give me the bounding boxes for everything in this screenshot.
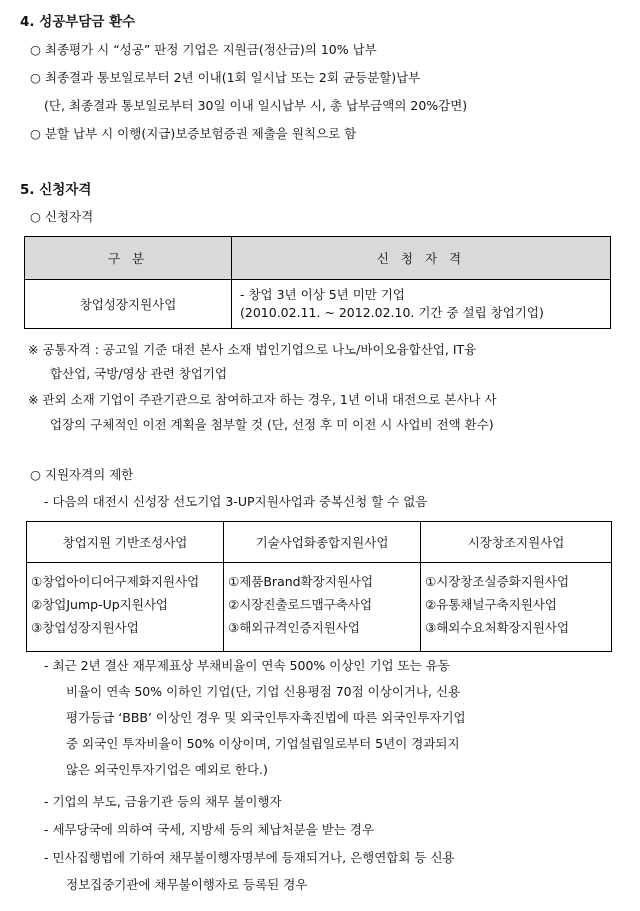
criteria-line-1: - 창업 3년 이상 5년 미만 기업 xyxy=(240,287,406,302)
program-item: ①시장창조실증화지원사업 xyxy=(425,574,570,589)
restriction-debt-line-5: 않은 외국인투자기업은 예외로 한다.) xyxy=(66,762,268,777)
table-cell-program: 창업성장지원사업 xyxy=(25,280,232,329)
criteria-line-2: (2010.02.11. ~ 2012.02.10. 기간 중 설립 창업기업) xyxy=(240,305,544,320)
note-outside-line-1: ※ 관외 소재 기업이 주관기관으로 참여하고자 하는 경우, 1년 이내 대전으로 본사나 사 xyxy=(28,392,497,407)
table-header-eligibility: 신 청 자 격 xyxy=(232,237,611,280)
table-header-col-3: 시장창조지원사업 xyxy=(421,522,612,563)
program-item: ①창업아이디어구제화지원사업 xyxy=(31,574,200,589)
note-common-line-1: ※ 공통자격 : 공고일 기준 대전 본사 소재 법인기업으로 나노/바이오융합산업, IT융 xyxy=(28,342,477,357)
table-header-row xyxy=(27,522,612,563)
restriction-title: ○ 지원자격의 제한 xyxy=(30,467,134,482)
section5-subtitle: ○ 신청자격 xyxy=(30,209,94,224)
restriction-intro: - 다음의 대전시 신성장 선도기업 3-UP지원사업과 중복신청 할 수 없음 xyxy=(44,494,428,509)
section4-title: 4. 성공부담금 환수 xyxy=(20,14,136,30)
restriction-debt-line-1: - 최근 2년 결산 재무제표상 부채비율이 연속 500% 이상인 기업 또는 유동 xyxy=(44,658,450,673)
program-item: ②창업Jump-Up지원사업 xyxy=(31,597,168,612)
restriction-debt-line-3: 평가등급 ‘BBB’ 이상인 경우 및 외국인투자촉진법에 따른 외국인투자기업 xyxy=(66,710,466,725)
section5-title: 5. 신청자격 xyxy=(20,182,92,198)
program-item: ①제품Brand확장지원사업 xyxy=(228,574,374,589)
restriction-registry-line-2: 정보집중기관에 채무불이행자로 등록된 경우 xyxy=(66,877,308,892)
section4-bullet-2: ○ 최종결과 통보일로부터 2년 이내(1회 일시납 또는 2회 균등분할)납부 xyxy=(30,70,421,85)
program-item: ②시장진출로드맵구축사업 xyxy=(228,597,373,612)
program-item: ③창업성장지원사업 xyxy=(31,620,139,635)
restriction-default: - 기업의 부도, 금융기관 등의 채무 불이행자 xyxy=(44,794,282,809)
table-header-col-1: 창업지원 기반조성사업 xyxy=(27,522,224,563)
table-row xyxy=(27,563,612,652)
table-row xyxy=(25,280,611,329)
section4-bullet-3: ○ 분할 납부 시 이행(지급)보증보험증권 제출을 원칙으로 함 xyxy=(30,126,357,141)
program-item: ③해외수요처확장지원사업 xyxy=(425,620,570,635)
program-item: ③해외규격인증지원사업 xyxy=(228,620,360,635)
note-common-line-2: 합산업, 국방/영상 관련 창업기업 xyxy=(50,366,228,381)
table-header-col-2: 기술사업화종합지원사업 xyxy=(224,522,421,563)
table-header-row xyxy=(25,237,611,280)
program-item: ②유통채널구축지원사업 xyxy=(425,597,557,612)
table-cell-criteria xyxy=(232,280,611,329)
table-header-category: 구 분 xyxy=(25,237,232,280)
section4-bullet-2-note: (단, 최종결과 통보일로부터 30일 이내 일시납부 시, 총 납부금액의 20%감면) xyxy=(44,98,468,113)
section4-bullet-1: ○ 최종평가 시 “성공” 판정 기업은 지원금(정산금)의 10% 납부 xyxy=(30,42,377,57)
table-cell-col-3 xyxy=(421,563,612,652)
note-outside-line-2: 업장의 구체적인 이전 계획을 첨부할 것 (단, 선정 후 미 이전 시 사업비 전액 환수) xyxy=(50,417,494,432)
table-cell-col-1 xyxy=(27,563,224,652)
table-cell-col-2 xyxy=(224,563,421,652)
restriction-debt-line-2: 비율이 연속 50% 이하인 기업(단, 기업 신용평점 70점 이상이거나, 신용 xyxy=(66,684,461,699)
restriction-debt-line-4: 중 외국인 투자비율이 50% 이상이며, 기업설립일로부터 5년이 경과되지 xyxy=(66,736,460,751)
duplicate-program-table xyxy=(26,521,612,652)
eligibility-table xyxy=(24,236,611,329)
restriction-tax: - 세무당국에 의하여 국세, 지방세 등의 체납처분을 받는 경우 xyxy=(44,822,375,837)
restriction-registry-line-1: - 민사집행법에 기하여 채무불이행자명부에 등재되거나, 은행연합회 등 신용 xyxy=(44,850,455,865)
